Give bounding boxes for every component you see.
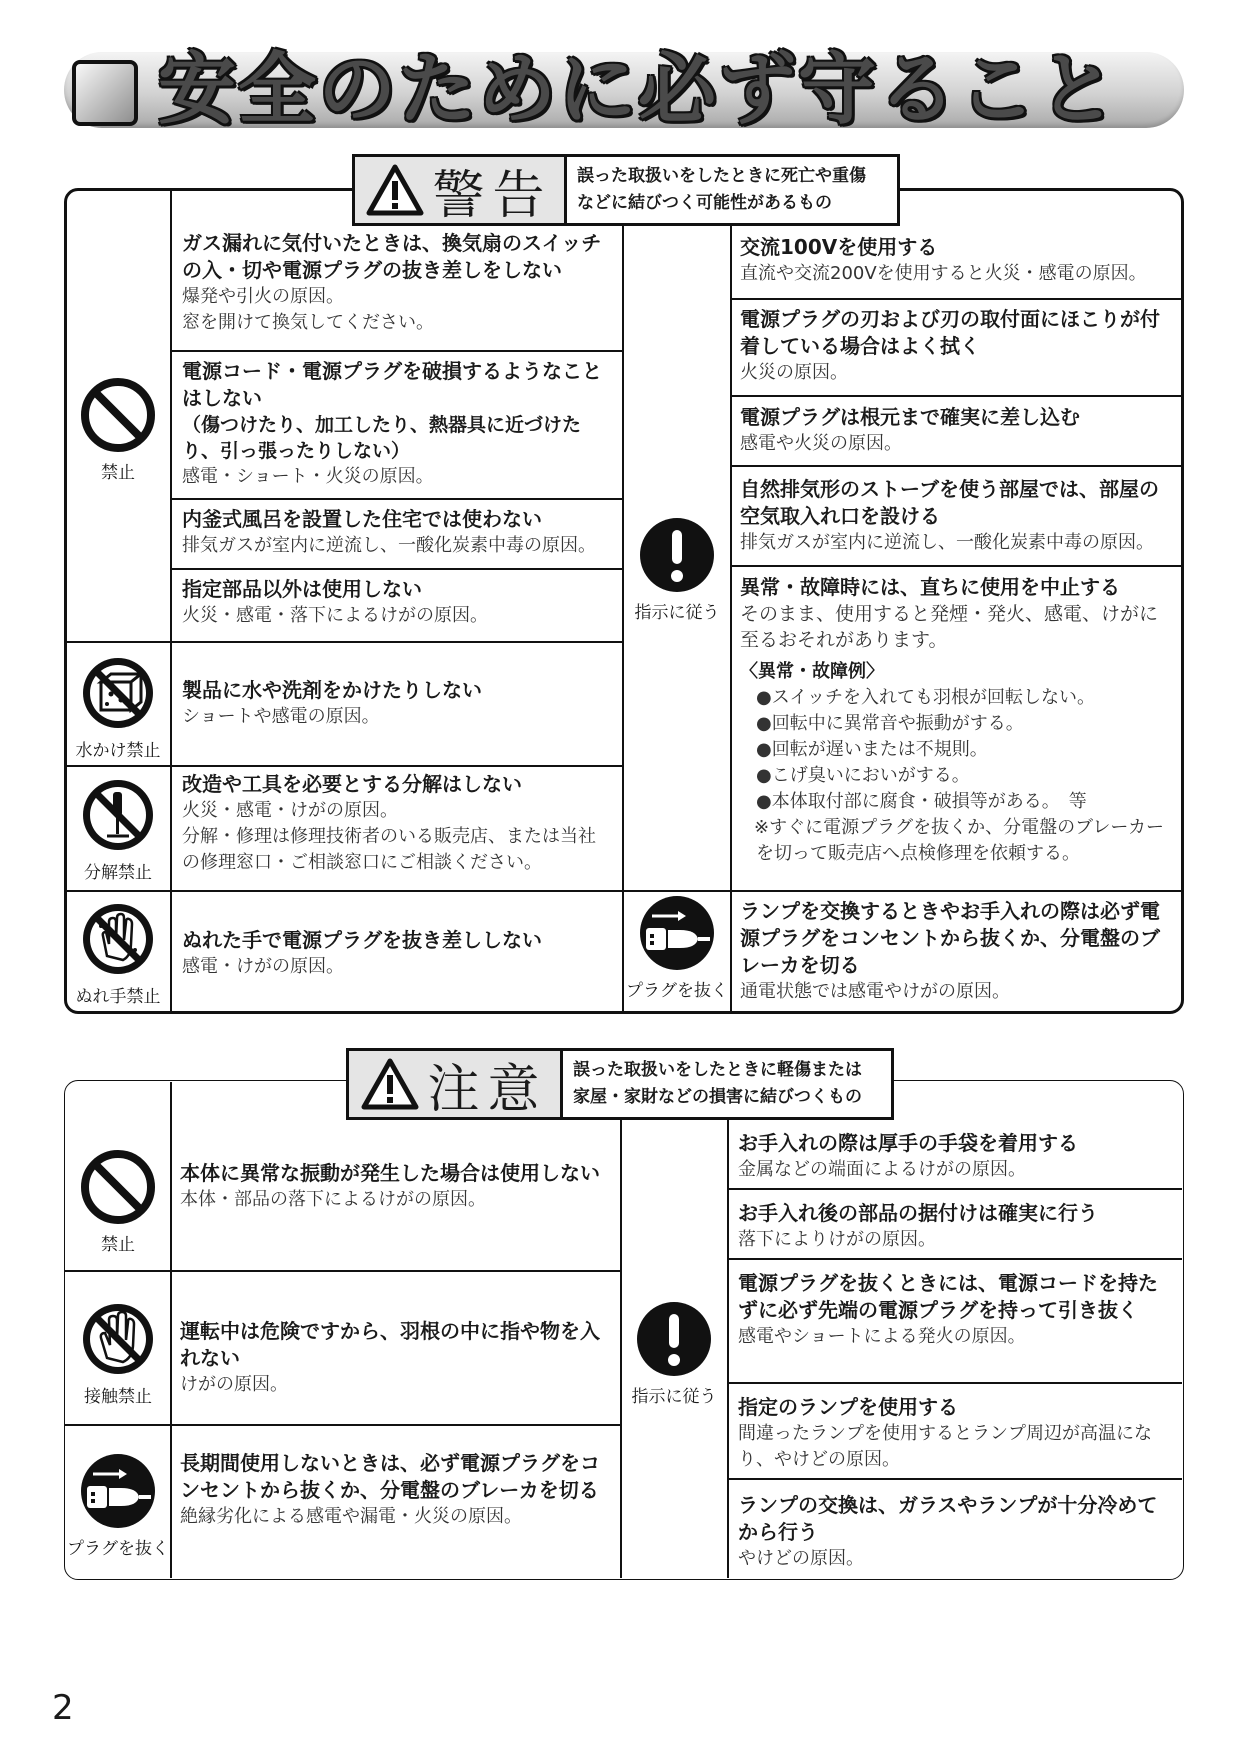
item-heading: 電源コード・電源プラグを破損するようなことはしない: [182, 359, 602, 410]
warning-item: [740, 898, 1176, 1005]
item-text: そのまま、使用すると発煙・発火、感電、けがに至るおそれがあります。: [740, 603, 1159, 651]
item-heading: ランプの交換は、ガラスやランプが十分冷めてから行う: [738, 1493, 1158, 1544]
example-item: ●回転中に異常音や振動がする。: [756, 713, 1024, 734]
warning-item: [182, 771, 612, 876]
item-heading: 異常・故障時には、直ちに使用を中止する: [740, 575, 1120, 599]
no-disassembly-icon-cell: [66, 776, 170, 884]
caution-item: [180, 1318, 610, 1398]
page-number: 2: [52, 1688, 74, 1728]
example-title: 〈異常・故障例〉: [740, 661, 884, 682]
warning-item: [182, 506, 612, 559]
caution-row-line: [64, 1424, 620, 1426]
unplug-icon: [79, 1452, 157, 1530]
example-item: ●こげ臭いにおいがする。: [756, 765, 970, 786]
item-text: 窓を開けて換気してください。: [182, 312, 434, 333]
item-heading: お手入れ後の部品の据付けは確実に行う: [738, 1201, 1098, 1225]
caution-item: [738, 1270, 1176, 1350]
caution-divider: [727, 1118, 729, 1578]
item-heading: 指定のランプを使用する: [738, 1395, 958, 1419]
no-touch-icon-cell: [66, 1300, 170, 1408]
no-wet-hands-icon: [79, 900, 157, 978]
follow-icon-cell: [624, 516, 730, 624]
item-text: 火災の原因。: [740, 362, 848, 383]
warning-item: [740, 476, 1176, 556]
warning-item: [182, 677, 612, 730]
item-text: 絶縁劣化による感電や漏電・火災の原因。: [180, 1506, 522, 1527]
caution-description: [563, 1051, 872, 1117]
item-text: 金属などの端面によるけがの原因。: [738, 1159, 1026, 1180]
icon-label: 禁止: [101, 1235, 135, 1255]
warning-row-line: [170, 568, 623, 570]
caution-description-line: 誤った取扱いをしたときに軽傷または: [573, 1060, 862, 1080]
item-heading: 電源プラグの刃および刃の取付面にほこりが付着している場合はよく拭く: [740, 307, 1160, 358]
item-heading: 製品に水や洗剤をかけたりしない: [182, 678, 482, 702]
warning-item: [182, 576, 612, 629]
item-heading: ぬれた手で電源プラグを抜き差ししない: [182, 928, 542, 952]
prohibited-icon-cell: [66, 1148, 170, 1256]
exclamation-icon: [638, 516, 716, 594]
caution-item: [738, 1130, 1176, 1183]
item-heading: 自然排気形のストーブを使う部屋では、部屋の空気取入れ口を設ける: [740, 477, 1159, 528]
item-heading: ガス漏れに気付いたときは、換気扇のスイッチの入・切や電源プラグの抜き差しをしない: [182, 231, 602, 282]
icon-label: ぬれ手禁止: [75, 987, 161, 1007]
example-item: ●回転が遅いまたは不規則。: [756, 739, 988, 760]
item-text: 排気ガスが室内に逆流し、一酸化炭素中毒の原因。: [740, 532, 1154, 553]
item-heading: 内釜式風呂を設置した住宅では使わない: [182, 507, 542, 531]
item-text: 通電状態では感電やけがの原因。: [740, 981, 1010, 1002]
warning-row-line: [730, 565, 1182, 567]
no-wet-hands-icon-cell: [66, 900, 170, 1008]
caution-row-line: [727, 1382, 1182, 1384]
example-item: ●本体取付部に腐食・破損等がある。 等: [756, 791, 1087, 812]
warning-description-line: などに結びつく可能性があるもの: [577, 193, 832, 213]
item-text: 感電・ショート・火災の原因。: [182, 466, 434, 487]
item-heading: お手入れの際は厚手の手袋を着用する: [738, 1131, 1078, 1155]
item-text: 感電・けがの原因。: [182, 956, 344, 977]
icon-label: 分解禁止: [84, 863, 152, 883]
caution-row-line: [727, 1478, 1182, 1480]
icon-label: 接触禁止: [84, 1387, 152, 1407]
item-heading: 電源プラグは根元まで確実に差し込む: [740, 405, 1080, 429]
item-heading: 改造や工具を必要とする分解はしない: [182, 772, 522, 796]
warning-item: [740, 306, 1176, 386]
item-heading: 運転中は危険ですから、羽根の中に指や物を入れない: [180, 1319, 600, 1370]
warning-label: 警告: [432, 165, 553, 226]
caution-label-box: [349, 1051, 563, 1120]
caution-header: [346, 1048, 894, 1120]
item-text: 火災・感電・落下によるけがの原因。: [182, 605, 488, 626]
example-item: ●スイッチを入れても羽根が回転しない。: [756, 687, 1095, 708]
follow-icon-cell: [621, 1300, 727, 1408]
example-note: ※すぐに電源プラグを抜くか、分電盤のブレーカーを切って販売店へ点検修理を依頼する。: [754, 817, 1164, 864]
warning-item: [740, 234, 1176, 287]
caution-row-line: [64, 1270, 620, 1272]
no-disassembly-icon: [79, 776, 157, 854]
item-text: 本体・部品の落下によるけがの原因。: [180, 1189, 486, 1210]
warning-row-line: [64, 641, 623, 643]
prohibited-icon: [79, 1148, 157, 1226]
warning-divider: [170, 190, 172, 1012]
icon-label: 禁止: [101, 463, 135, 483]
warning-label-box: [355, 157, 567, 226]
item-text: けがの原因。: [180, 1374, 288, 1395]
item-heading: 長期間使用しないときは、必ず電源プラグをコンセントから抜くか、分電盤のブレーカを切る: [180, 1451, 600, 1502]
item-text: 直流や交流200Vを使用すると火災・感電の原因。: [740, 263, 1147, 284]
title-square-icon: [72, 60, 138, 126]
warning-item: [740, 404, 1176, 457]
caution-row-line: [727, 1188, 1182, 1190]
warning-triangle-icon: [366, 164, 424, 216]
exclamation-icon: [635, 1300, 713, 1378]
warning-row-line: [64, 890, 623, 892]
page-title: 安全のために必ず守ること: [158, 45, 1119, 135]
icon-label: プラグを抜く: [626, 981, 728, 1001]
icon-label: プラグを抜く: [67, 1539, 169, 1559]
item-heading: 交流100Vを使用する: [740, 235, 938, 259]
item-text: 感電や火災の原因。: [740, 433, 902, 454]
no-water-icon-cell: [66, 654, 170, 762]
warning-item: [740, 574, 1176, 867]
item-text: 爆発や引火の原因。: [182, 286, 344, 307]
icon-label: 指示に従う: [634, 603, 720, 623]
warning-row-line: [170, 350, 623, 352]
caution-description-line: 家屋・家財などの損害に結びつくもの: [573, 1087, 862, 1107]
warning-divider: [730, 222, 732, 1012]
caution-row-line: [727, 1258, 1182, 1260]
item-heading: 電源プラグを抜くときには、電源コードを持たずに必ず先端の電源プラグを持って引き抜く: [738, 1271, 1158, 1322]
caution-divider: [170, 1082, 172, 1578]
warning-item: [182, 927, 612, 980]
warning-description: [567, 157, 876, 223]
item-text: 落下によりけがの原因。: [738, 1229, 936, 1250]
warning-header: [352, 154, 900, 226]
icon-label: 水かけ禁止: [75, 741, 161, 761]
no-water-icon: [79, 654, 157, 732]
prohibited-icon-cell: [68, 376, 168, 484]
icon-label: 指示に従う: [631, 1387, 717, 1407]
caution-item: [738, 1200, 1176, 1253]
warning-item: [182, 358, 612, 490]
item-text: 間違ったランプを使用するとランプ周辺が高温になり、やけどの原因。: [738, 1423, 1152, 1470]
caution-item: [738, 1492, 1176, 1572]
unplug-icon: [638, 894, 716, 972]
item-text: 分解・修理は修理技術者のいる販売店、または当社の修理窓口・ご相談窓口にご相談ください。: [182, 826, 596, 873]
item-text: 火災・感電・けがの原因。: [182, 800, 398, 821]
warning-row-line: [622, 890, 1182, 892]
item-subheading: （傷つけたり、加工したり、熱器具に近づけたり、引っ張ったりしない）: [182, 414, 582, 462]
item-text: 排気ガスが室内に逆流し、一酸化炭素中毒の原因。: [182, 535, 596, 556]
warning-description-line: 誤った取扱いをしたときに死亡や重傷: [577, 166, 866, 186]
warning-row-line: [730, 465, 1182, 467]
warning-row-line: [170, 498, 623, 500]
warning-row-line: [730, 298, 1182, 300]
caution-item: [180, 1450, 610, 1530]
item-heading: ランプを交換するときやお手入れの際は必ず電源プラグをコンセントから抜くか、分電盤のブレーカを切る: [740, 899, 1160, 977]
prohibited-icon: [79, 376, 157, 454]
item-text: 感電やショートによる発火の原因。: [738, 1326, 1026, 1347]
caution-item: [180, 1160, 610, 1213]
warning-row-line: [730, 395, 1182, 397]
item-heading: 本体に異常な振動が発生した場合は使用しない: [180, 1161, 600, 1185]
no-touch-icon: [79, 1300, 157, 1378]
unplug-icon-cell: [624, 894, 730, 1002]
item-text: やけどの原因。: [738, 1548, 864, 1569]
unplug-icon-cell: [66, 1452, 170, 1560]
item-heading: 指定部品以外は使用しない: [182, 577, 422, 601]
warning-item: [182, 230, 612, 336]
caution-triangle-icon: [361, 1058, 419, 1110]
item-text: ショートや感電の原因。: [182, 706, 380, 727]
caution-label: 注意: [427, 1059, 548, 1120]
caution-item: [738, 1394, 1176, 1473]
warning-row-line: [64, 765, 623, 767]
